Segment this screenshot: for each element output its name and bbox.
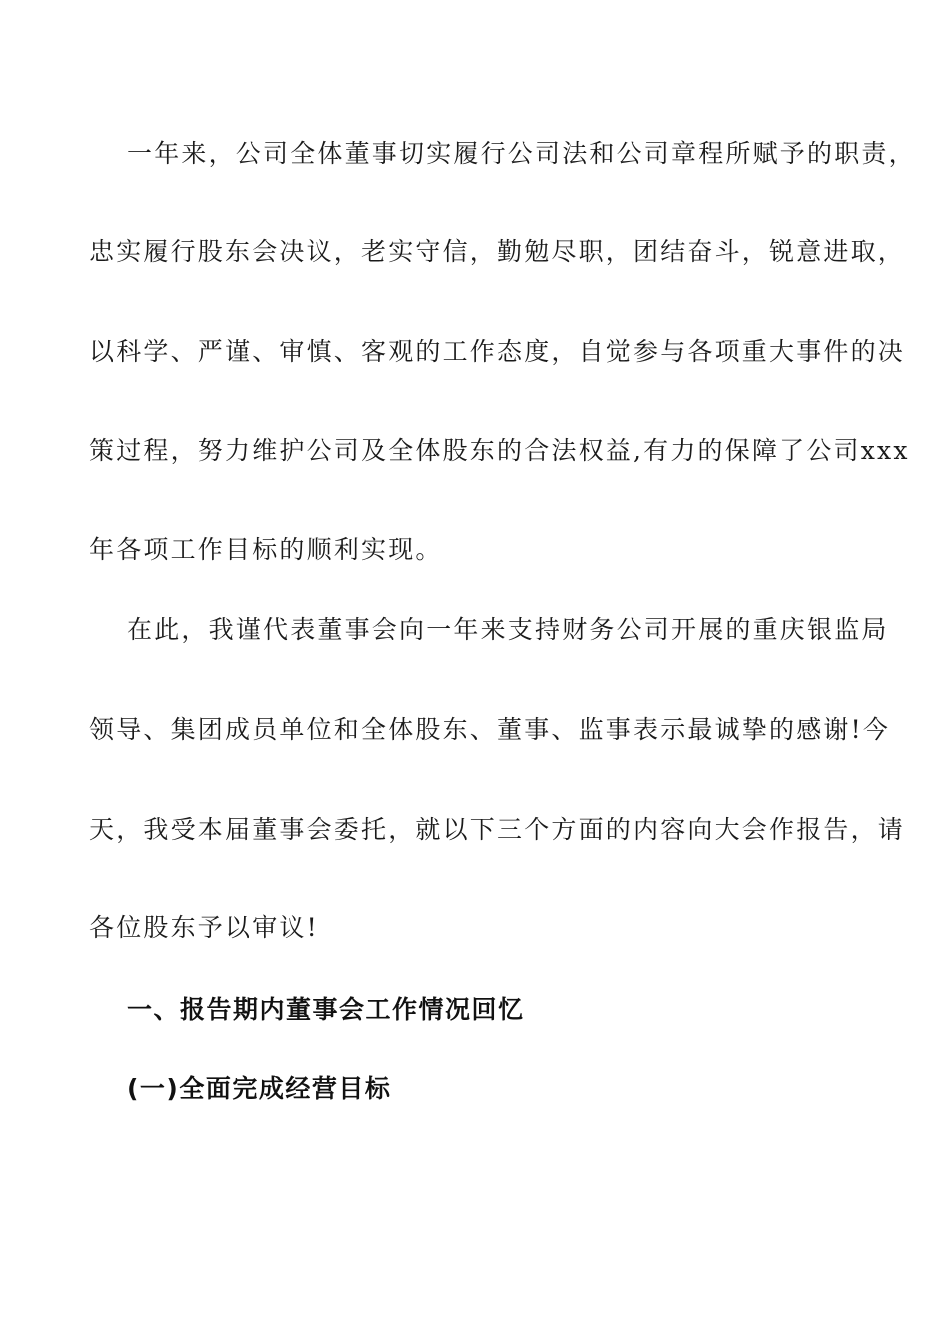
paragraph-1-line-2: 忠实履行股东会决议，老实守信，勤勉尽职，团结奋斗，锐意进取， (89, 237, 906, 266)
section-heading-1: 一、报告期内董事会工作情况回忆 (127, 995, 525, 1024)
paragraph-2-line-4: 各位股东予以审议! (89, 913, 319, 942)
paragraph-1-line-5: 年各项工作目标的顺利实现。 (89, 535, 443, 564)
paragraph-2-line-3: 天，我受本届董事会委托，就以下三个方面的内容向大会作报告，请 (89, 815, 906, 844)
section-heading-2: (一)全面完成经营目标 (127, 1074, 392, 1103)
paragraph-2-line-2: 领导、集团成员单位和全体股东、董事、监事表示最诚挚的感谢!今 (89, 715, 891, 744)
paragraph-1-line-4: 策过程，努力维护公司及全体股东的合法权益,有力的保障了公司xxx (89, 436, 910, 465)
paragraph-2-line-1: 在此，我谨代表董事会向一年来支持财务公司开展的重庆银监局 (127, 615, 889, 644)
paragraph-1-line-3: 以科学、严谨、审慎、客观的工作态度，自觉参与各项重大事件的决 (89, 337, 906, 366)
paragraph-1-line-1: 一年来，公司全体董事切实履行公司法和公司章程所赋予的职责， (127, 139, 916, 168)
